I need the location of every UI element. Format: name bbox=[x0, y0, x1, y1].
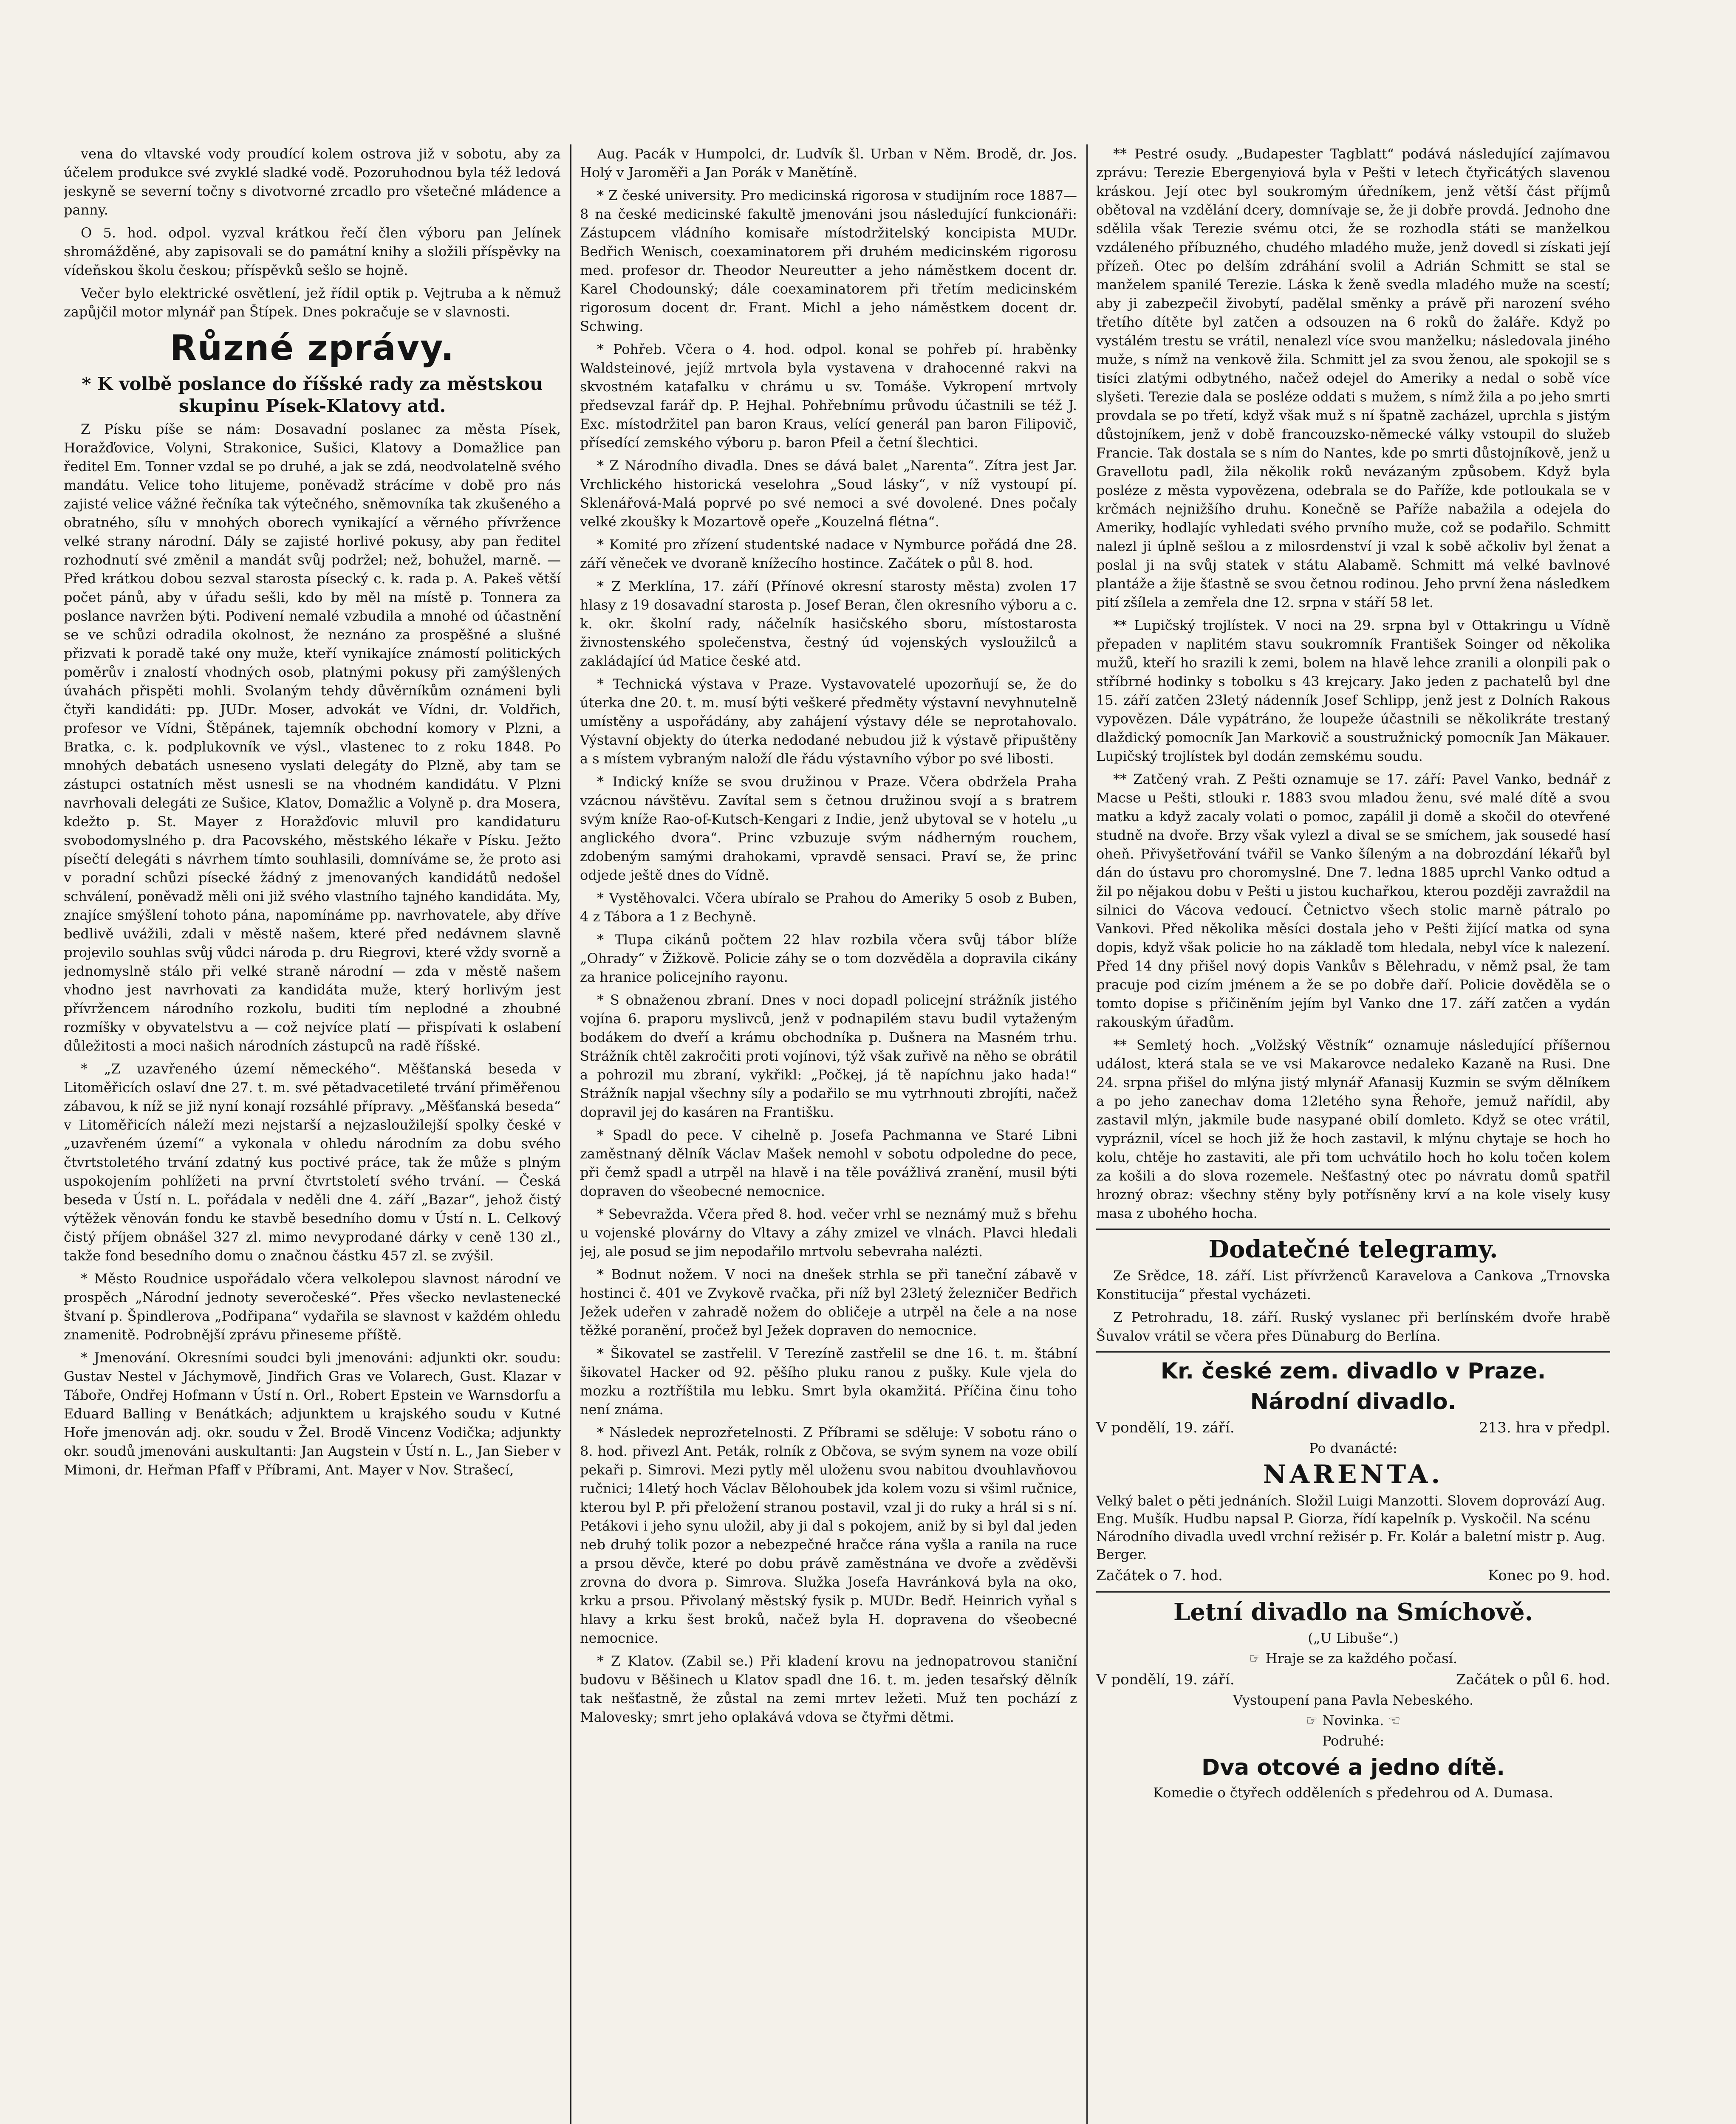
article-paragraph: Aug. Pacák v Humpolci, dr. Ludvík šl. Urban v Něm. Brodě, dr. Jos. Holý v Jaroměři a Jan Porák v Manětíně. bbox=[580, 146, 1077, 181]
article-paragraph: * S obnaženou zbraní. Dnes v noci dopadl policejní strážník jistého vojína 6. praporu myslivců, jenž v podnapilém stavu budil vytaženým bodákem do dveří a krámu obchodníka p. Dušnera na Masném trhu. Strážník chtěl zakročiti proti vojínovi, týž však zuřivě na něho se obrátil a pohrozil mu zbraní, vykřikl: „Počkej, já tě napíchnu jako hada!“ Strážník napjal všechny síly a podařilo se mu vytrhnouti zbrojíti, načež dopravil jej do kasáren na Františku. bbox=[580, 992, 1077, 1120]
article-paragraph: * Jmenování. Okresními soudci byli jmenováni: adjunkti okr. soudu: Gustav Nestel v Jáchymově, Jindřich Gras ve Volarech, Gust. Klazar v Táboře, Ondřej Hofmann v Ústí n. Orl., Robert Epstein ve Warnsdorfu a Eduard Balling v Benátkách; adjunktem u krajského soudu v Kutné Hoře jmenován adj. okr. soudu v Žel. Brodě Vincenz Vodička; adjunkty okr. soudů jmenováni auskultanti: Jan Augstein v Ústí n. L., Jan Sieber v Mimoni, dr. Heřman Pfaff v Příbrami, Ant. Mayer v Nov. Strašecí, bbox=[64, 1350, 561, 1478]
pointing-hand-left-icon: ☜ bbox=[1384, 1712, 1401, 1729]
theatre-hra: 213. hra v předpl. bbox=[1479, 1419, 1610, 1436]
article-paragraph: * Tlupa cikánů počtem 22 hlav rozbila včera svůj tábor blíže „Ohrady“ v Žižkově. Policie záhy se o tom dozvěděla a dopravila cikány za hranice policejního rayonu. bbox=[580, 932, 1077, 985]
pointing-hand-icon: ☞ bbox=[1306, 1712, 1323, 1729]
smichov-subtitle: („U Libuše“.) bbox=[1308, 1630, 1399, 1646]
article-paragraph: * Sebevražda. Včera před 8. hod. večer vrhl se neznámý muž s břehu u vojenské plovárny do Vltavy a záhy zmizel ve vlnách. Plavci hledali jej, ale posud se jim nepodařilo mrtvolu sebevraha nalézti. bbox=[580, 1206, 1077, 1260]
smichov-date: V pondělí, 19. září. bbox=[1096, 1671, 1235, 1688]
article-paragraph: * Z Merklína, 17. září (Přínové okresní starosty města) zvolen 17 hlasy z 19 dosavadní starosta p. Josef Beran, člen okresního výboru a c. k. okr. školní rady, náčelník hasičského sboru, místostarosta živnostenského společenstva, čestný úd vojenských vysloužilců a zakládající úd Matice české atd. bbox=[580, 578, 1077, 669]
smichov-performance: Vystoupení pana Pavla Nebeského. bbox=[1233, 1692, 1474, 1708]
theatre-date: V pondělí, 19. září. bbox=[1096, 1419, 1235, 1436]
smichov-description: Komedie o čtyřech odděleních s předehrou od A. Dumasa. bbox=[1153, 1785, 1553, 1801]
newspaper-page bbox=[64, 144, 1610, 2124]
theatre-time-row bbox=[1096, 1566, 1610, 1585]
pointing-hand-icon: ☞ bbox=[1249, 1650, 1266, 1666]
article-paragraph: Večer bylo elektrické osvětlení, jež řídil optik p. Vejtruba a k němuž zapůjčil motor mlynář pan Štípek. Dnes pokračuje se v slavnosti. bbox=[64, 285, 561, 320]
article-paragraph: vena do vltavské vody proudící kolem ostrova již v sobotu, aby za účelem produkce své zvyklé sladké vodě. Pozoruhodnou byla též ledová jeskyně se severní točny s divotvorné zrcadlo pro všetečné mládence a panny. bbox=[64, 146, 561, 218]
article-paragraph: * Z Klatov. (Zabil se.) Při kladení krovu na jednopatrovou staniční budovu v Běšinech u Klatov spadl dne 16. t. m. jeden tesařský dělník tak nešťastně, že zůstal na zemi mrtev ležeti. Muž ten pochází z Malovesky; smrt jeho oplakává vdova se čtyřmi dětmi. bbox=[580, 1653, 1077, 1725]
article-paragraph: * Následek neprozřetelnosti. Z Příbrami se sděluje: V sobotu ráno o 8. hod. přivezl Ant. Peták, rolník z Občova, se svým synem na voze obilí pekaři p. Simrovi. Mezi pytly měl uloženu svou nabitou dvouhlavňovou ručnici; 14letý hoch Václav Bělohoubek jda kolem vozu si všiml ručnice, kterou byl P. při přeložení stranou postavil, vzal ji do ruky a hrál si s ní. Petákovi i jeho synu uložil, aby ji dal s pokojem, aniž by si byl dal jeden neb druhý tolik pozor a nebezpečné hračce rána vyšla a ranila na ruce a prsou děvče, které po dobu právě zaměstnána ve dvoře a zvěděvši zrovna do dvora p. Simrova. Služka Josefa Havránková byla na oko, krku a prsou. Přivolaný městský fysik p. MUDr. Bedř. Heinrich vyňal s hlavy a krku šest broků, načež byla H. dopravena do všeobecné nemocnice. bbox=[580, 1424, 1077, 1646]
article-paragraph: * Šikovatel se zastřelil. V Terezíně zastřelil se dne 16. t. m. štábní šikovatel Hacker od 92. pěšího pluku ranou z pušky. Kule vjela do mozku a roztříštila mu lebku. Smrt byla okamžitá. Příčina činu toho není známa. bbox=[580, 1345, 1077, 1418]
smichov-novinka: ☞ Novinka. ☜ bbox=[1306, 1712, 1401, 1729]
article-paragraph: * Z Národního divadla. Dnes se dává balet „Narenta“. Zítra jest Jar. Vrchlického historická veselohra „Soud lásky“, v níž vystoupí pí. Sklenářová-Malá poprvé po své nemoci a své dovolené. Dnes počaly velké zkoušky k Mozartově opeře „Kouzelná flétna“. bbox=[580, 458, 1077, 530]
theatre-play-title: NARENTA. bbox=[1263, 1460, 1444, 1489]
theatre-name: Národní divadlo. bbox=[1250, 1389, 1456, 1415]
article-paragraph: * Vystěhovalci. Včera ubíralo se Prahou do Ameriky 5 osob z Buben, 4 z Tábora a 1 z Bechyně. bbox=[580, 890, 1077, 925]
article-paragraph: ** Semletý hoch. „Volžský Věstník“ oznamuje následující příšernou událost, která stala se ve vsi Makarovce nedaleko Kazaně na Rusi. Dne 24. srpna přišel do mlýna jistý mlynář Afanasij Kuzmin se svým dělníkem a po jeho zanechav doma 12letého syna Řehoře, jemuž nařídil, aby zastavil mlýn, jakmile bude nasypané obilí domleto. Když se otec vrátil, vypráznil, vícel se hoch již že hoch zastavil, k mlýnu chytaje se hoch ho kolu, chtěje ho zastaviti, ale při tom uchvátilo hoch ho kolu točen kolem za košili a do slova rozemele. Nešťastný otec po návratu domů spatřil hrozný obraz: všechny stěny byly potřísněny krví a na kole visely kusy masa z ubohého hocha. bbox=[1096, 1037, 1610, 1221]
smichov-before: Podruhé: bbox=[1322, 1733, 1385, 1749]
telegram-item: Z Petrohradu, 18. září. Ruský vyslanec při berlínském dvoře hrabě Šuvalov vrátil se včera přes Dünaburg do Berlína. bbox=[1096, 1309, 1610, 1344]
theatre-end: Konec po 9. hod. bbox=[1487, 1567, 1610, 1584]
article-paragraph: * Komité pro zřízení studentské nadace v Nymburce pořádá dne 28. září věneček ve dvoraně knížecího hostince. Začátek o půl 8. hod. bbox=[580, 537, 1077, 571]
article-paragraph: O 5. hod. odpol. vyzval krátkou řečí člen výboru pan Jelínek shromážděné, aby zapisovali se do památní knihy a složili příspěvky na vídeňskou školu českou; příspěvků sešlo se hojně. bbox=[64, 225, 561, 278]
theatre-repeat: Po dvanácté: bbox=[1309, 1440, 1397, 1456]
column-right bbox=[1096, 144, 1610, 2124]
article-paragraph: * Pohřeb. Včera o 4. hod. odpol. konal se pohřeb pí. hraběnky Waldsteinové, jejíž mrtvola byla vystavena v drahocenné rakvi na skvostném katafalku v chrámu u sv. Tomáše. Vykropení mrtvoly předsevzal farář dp. P. Hejhal. Pohřebnímu průvodu účastnili se též J. Exc. místodržitel pan baron Kraus, velící generál pan baron Filipovič, přísedící zemského výboru p. baron Pfeil a četní šlechtici. bbox=[580, 341, 1077, 451]
article-paragraph: * Indický kníže se svou družinou v Praze. Včera obdržela Praha vzácnou návštěvu. Zavítal sem s četnou družinou svojí a s bratrem svým kníže Rao-of-Kutsch-Kengari z Indie, jenž ubytoval se v hotelu „u anglického dvora“. Princ vzbuzuje svým nádherným rouchem, zdobeným samými drahokami, vpravdě sensaci. Praví se, že princ odjede ještě dnes do Vídně. bbox=[580, 774, 1077, 883]
smichov-date-row bbox=[1096, 1670, 1610, 1689]
article-paragraph: * Technická výstava v Praze. Vystavovatelé upozorňují se, že do úterka dne 20. t. m. musí býti veškeré předměty výstavní nevyhnutelně umístěny a uspořádány, aby zahájení výstavy déle se neprotahovalo. Výstavní objekty do úterka nedodané nebudou již k výstavě připuštěny a s místem vybraným naloží dle řádu výstavního výbor po své libosti. bbox=[580, 676, 1077, 767]
article-paragraph: ** Zatčený vrah. Z Pešti oznamuje se 17. září: Pavel Vanko, bednář z Macse u Pešti, stlouki r. 1883 svou mladou ženu, své malé dítě a svou matku a když zacaly volati o pomoc, zapálil ji domě a skočil do otevřené studně na dvoře. Brzy však vylezl a dival se se smíchem, jak sousedé hasí oheň. Přivyšetřování tvářil se Vanko šíleným a na dobrozdání lékařů byl dán do ústavu pro choromyslné. Dne 7. ledna 1885 uprchl Vanko odtud a žil po nějakou dobu v Pešti u jistou kuchařkou, kterou později zavraždil na silnici do Vácova vedoucí. Četnictvo všech stolic marně pátralo po Vankovi. Před několika měsíci dostala jeho v Pešti žijící matka od syna dopis, když však policie ho na základě tom hledala, nebyl více k nalezení. Před 14 dny přišel nový dopis Vankův s Bělehradu, v němž psal, že tam pracuje pod cizím jménem a že se po dobře daří. Policie dověděla se o tomto dopise s přičiněním jejím byl Vanko dne 17. září zatčen a vydán rakouským úřadům. bbox=[1096, 771, 1610, 1030]
article-paragraph: * Bodnut nožem. V noci na dnešek strhla se při taneční zábavě v hostinci č. 401 ve Zvykově rvačka, při níž byl 23letý železničer Bedřich Ježek udeřen v zahradě nožem do obličeje a utrpěl na čele a na nose těžké poranění, pročež byl Ježek dopraven do nemocnice. bbox=[580, 1266, 1077, 1339]
article-paragraph: ** Pestré osudy. „Budapester Tagblatt“ podává následující zajímavou zprávu: Terezie Ebergenyiová byla v Pešti v letech čtyřicátých slavenou kráskou. Její otec byl soukromým úředníkem, jenž větší část příjmů obětoval na vzdělání dcery, domnívaje se, že ji dobře provdá. Jednoho dne sdělila však Terezie svému otci, že se rozhodla státi se manželkou vzdáleného příbuzného, chudého mladého muže, jenž dovedl si získati její přízeň. Otec po delším zdráhání svolil a Adrián Schmitt se stal se manželem spanilé Terezie. Láska k ženě svedla mladého muže na scestí; aby ji zabezpečil živobytí, padělal směnky a právě při narození svého třetího dítěte byl zatčen a odsouzen na 6 roků do žaláře. Když po vystálém trestu se vrátil, nenalezl více svou manželku; následovala jiného muže, s nímž na venkově žila. Schmitt jel za svou ženou, ale spokojil se s tisíci zlatými odbytného, načež odejel do Ameriky a nedal o sobě více slyšeti. Terezie dala se posléze oddati s mužem, s nímž žila a po jeho smrti provdala se po třetí, když však muž s ní špatně zacházel, uprchla s jistým důstojníkem, jenž v době francouzsko-německé války vstoupil do služeb Francie. Tak dostala se s ním do Nantes, kde po smrti důstojníkově, jenž u Gravellotu padl, žila několik roků nevázaným způsobem. Když byla posléze z města vypovězena, odebrala se do Paříže, kde potloukala se v krčmách nejnižšího druhu. Konečně se Paříže nabažila a odejela do Ameriky, hodlajíc vyhledati svého prvního muže, což se podařilo. Schmitt nalezl ji úplně sešlou a z milosrdenství ji vzal k sobě ačkoliv byl ženat a poslal ji na svůj statek v státu Alabamě. Schmitt má velké bavlnové plantáže a žije šťastně se svou četnou rodinou. Jeho první žena následkem pití zšílela a zemřela dne 12. srpna v stáří 58 let. bbox=[1096, 146, 1610, 610]
smichov-ad bbox=[1096, 1599, 1610, 1802]
column-left bbox=[64, 144, 561, 2124]
telegram-item: Ze Srědce, 18. září. List přívrženců Karavelova a Cankova „Trnovska Konstitucija“ přestal vycházeti. bbox=[1096, 1268, 1610, 1302]
theatre-date-row bbox=[1096, 1418, 1610, 1438]
smichov-play: Dva otcové a jedno dítě. bbox=[1202, 1755, 1505, 1780]
column-rule bbox=[570, 144, 571, 2124]
column-rule bbox=[1086, 144, 1088, 2124]
article-paragraph: ** Lupičský trojlístek. V noci na 29. srpna byl v Ottakringu u Vídně přepaden v naplitém stavu soukromník František Soinger od několika mužů, kteří ho srazili k zemi, bolem na hlavě lehce zranili a olonpili pak o stříbrné hodinky s tobolku s 43 krejcary. Jako jeden z pachatelů byl dne 15. září zatčen 23letý nádenník Josef Schlipp, jenž jest z Dolních Rakous vypovězen. Dále vypátráno, že loupeže účastnili se několikráte trestaný dlaždický pomocník Jan Markovič a soustružnický pomocník Jan Mäkauer. Lupičský trojlístek byl dodán zemskému soudu. bbox=[1096, 617, 1610, 764]
theatre-header: Kr. české zem. divadlo v Praze. bbox=[1160, 1359, 1546, 1384]
divider bbox=[1096, 1351, 1610, 1353]
article-paragraph: Z Písku píše se nám: Dosavadní poslanec za města Písek, Horažďovice, Volyni, Strakonice, Sušici, Klatovy a Domažlice pan ředitel Em. Tonner vzdal se po druhé, a jak se zdá, neodvolatelně svého mandátu. Velice toho litujeme, poněvadž strácíme v době pro nás zajisté velice vážné řečníka tak výtečného, sněmovníka tak zkušeného a obratného, sílu v mnohých oborech vynikající a věrného přívržence velké strany národní. Dály se zajisté horlivé pokusy, aby pan ředitel rozhodnutí své změnil a mandát svůj podržel; než, bohužel, marně. — Před krátkou dobou sezval starosta písecký c. k. rada p. A. Pakeš větší počet pánů, aby v úřadu sešli, kdo by měl na místě p. Tonnera za poslance navržen býti. Podivení nemalé vzbudila a mnohé od účastnění se ve schůzi odradila okolnost, že neznáno za prospěšné a slušné přizvati k poradě také ony muže, kteří vynikajíce známostí politických poměrův i znalostí vhodných osob, platnými pokusy při zamýšlených úvahách přispěti mohli. Svolaným tehdy důvěrníkům oznámeni byli čtyři kandidáti: pp. JUDr. Moser, advokát ve Vídni, dr. Voldřich, profesor ve Vídni, Štěpánek, tajemník obchodní komory v Plzni, a Bratka, c. k. podplukovník ve výsl., vlastenec to z roku 1848. Po mnohých debatách usneseno vyslati delegáty do Plzně, aby tam se zástupci ostatních měst usnesli se na vhodném kandidátu. V Plzni navrhovali delegáti ze Sušice, Klatov, Domažlic a Volyně p. dra Mosera, kdežto p. St. Mayer z Horažďovic mluvil pro kandidaturu svobodomyslného p. dra Pacovského, městského lékaře v Písku. Ježto písečtí delegáti s návrhem tímto souhlasili, domníváme se, že proto asi v poradní schůzi písecké žádný z jmenovaných kandidátů nedošel schválení, poněvadž měli oni již svého vlastního tajného kandidáta. My, znajíce smýšlení tohoto pána, napomínáme pp. navrhovatele, aby dříve bedlivě uvážili, zdali v městě našem, které před nedávnem slavně projevilo souhlas svůj vůdci národa p. dru Riegrovi, které vždy svorně a jednomyslně stálo při velké straně národní — zda v městě našem vhodno jest navrhovati za kandidáta muže, který horlivým jest přívržencem národního rozkolu, buditi tím neplodné a zhoubné rozmíšky v obyvatelstvu a — což nejvíce platí — přispívati k oslabení důležitosti a moci našich národních zástupců na radě říšské. bbox=[64, 421, 561, 1054]
article-paragraph: * „Z uzavřeného území německého“. Měšťanská beseda v Litoměřicích oslaví dne 27. t. m. své pětadvacetileté trvání přiměřenou zábavou, k níž se již nyní konají rozsáhlé přípravy. „Měšťanská beseda“ v Litoměřicích náleží mezi nejstarší a nejzasloužilejší spolky české v „uzavřeném území“ a vykonala v ohledu národním za dobu svého čtvrtstoletého trvání zdatný kus poctivé práce, tak že může s plným uspokojením pohlížeti na první čtvrtstoletí svého trvání. — Česká beseda v Ústí n. L. pořádala v neděli dne 4. září „Bazar“, jehož čistý výtěžek věnován fondu ke stavbě besedního domu v Ústí n. L. Celkový čistý příjem obnášel 327 zl. mimo nevyprodané dárky v ceně 130 zl., takže fond besedního domu o značnou částku 457 zl. se zvýšil. bbox=[64, 1061, 561, 1264]
telegram-title: Dodatečné telegramy. bbox=[1208, 1235, 1498, 1263]
divider bbox=[1096, 1229, 1610, 1230]
theatre-start: Začátek o 7. hod. bbox=[1096, 1567, 1223, 1584]
article-paragraph: * Z české university. Pro medicinská rigorosa v studijním roce 1887—8 na české medicinské fakultě jmenováni jsou následující funkcionáři: Zástupcem vládního komisaře místodržitelský koncipista MUDr. Bedřich Wenisch, coexaminatorem při druhém medicinském rigorosu med. profesor dr. Theodor Neureutter a jeho náměstkem docent dr. Karel Chodounský; dále coexaminatorem při třetím medicinském rigorosum docent dr. Frant. Michl a jeho náměstkem docent dr. Schwing. bbox=[580, 187, 1077, 334]
smichov-title: Letní divadlo na Smíchově. bbox=[1173, 1598, 1533, 1626]
theatre-ad bbox=[1096, 1359, 1610, 1585]
article-headline: * K volbě poslance do říšské rady za městskou skupinu Písek-Klatovy atd. bbox=[82, 373, 543, 416]
article-paragraph: * Město Roudnice uspořádalo včera velkolepou slavnost národní ve prospěch „Národní jednoty severočeské“. Přes všecko nevlastenecké štvaní p. Špindlerova „Podřipana“ vydařila se slavnost v každém ohledu znamenitě. Podrobnější zprávu přineseme příště. bbox=[64, 1271, 561, 1343]
smichov-weather: ☞ Hraje se za každého počasí. bbox=[1249, 1650, 1458, 1666]
divider bbox=[1096, 1591, 1610, 1593]
smichov-start: Začátek o půl 6. hod. bbox=[1456, 1671, 1610, 1688]
section-title: Různé zprávy. bbox=[170, 328, 455, 368]
theatre-description: Velký balet o pěti jednáních. Složil Luigi Manzotti. Slovem doprovází Aug. Eng. Mušík. Hudbu napsal P. Giorza, řídí kapelník p. Vyskočil. Na scénu Národního divadla uvedl vrchní režisér p. Fr. Kolár a baletní mistr p. Aug. Berger. bbox=[1096, 1493, 1606, 1562]
article-paragraph: * Spadl do pece. V cihelně p. Josefa Pachmanna ve Staré Libni zaměstnaný dělník Václav Mašek nemohl v sobotu odpoledne do pece, při čemž spadl a utrpěl na hlavě i na těle povážlivá zranění, musil býti dopraven do všeobecné nemocnice. bbox=[580, 1127, 1077, 1199]
column-middle bbox=[580, 144, 1077, 2124]
